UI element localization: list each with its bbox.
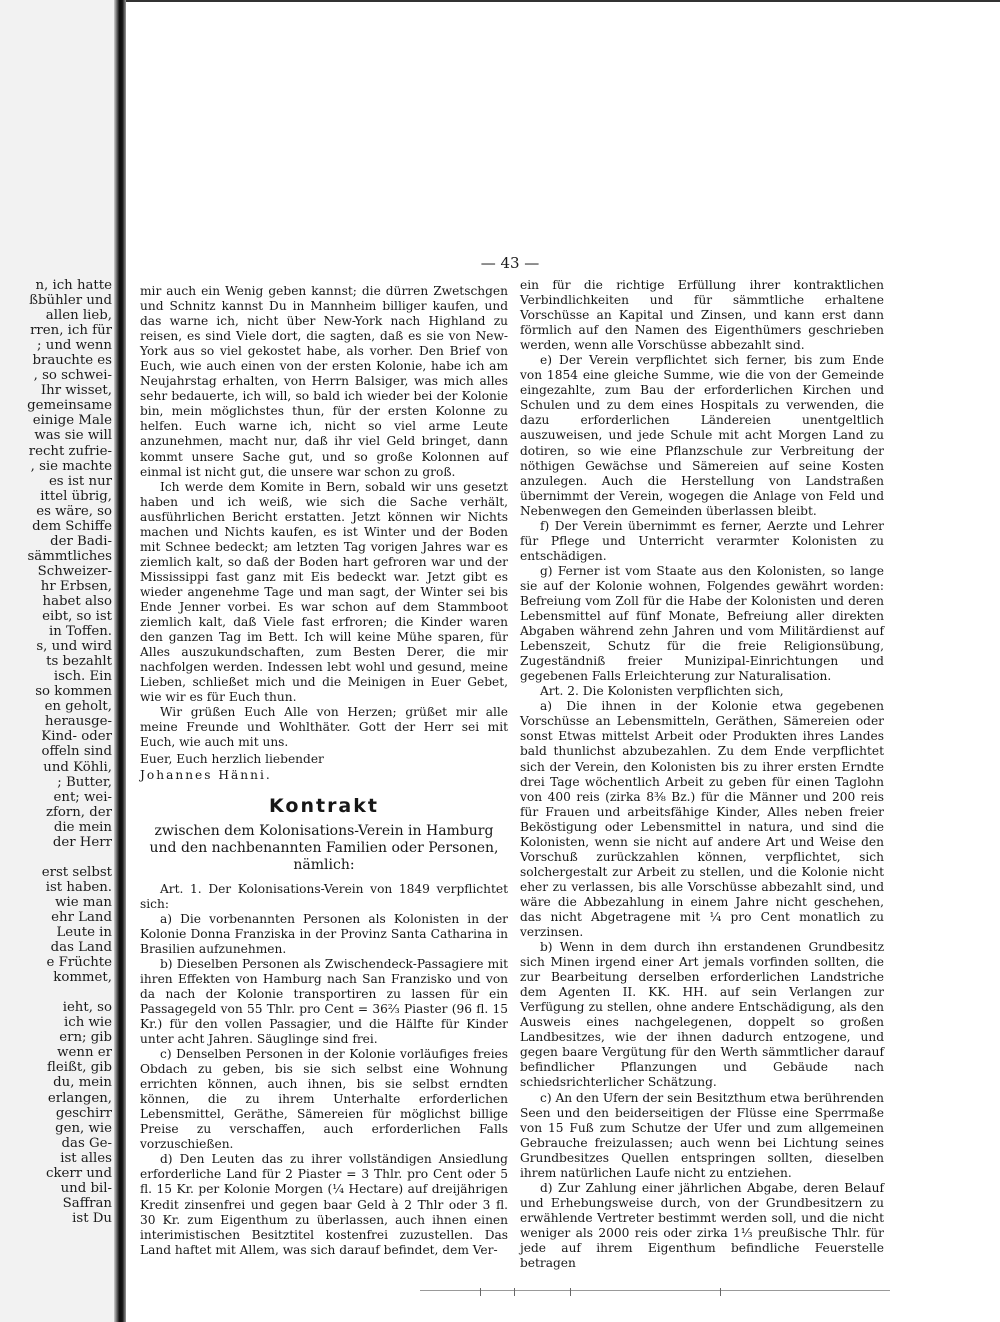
fragment-line: allen lieb, [45, 308, 112, 324]
letter-closing: Euer, Euch herzlich liebender [140, 752, 324, 767]
fragment-line: du, mein [53, 1075, 112, 1091]
fragment-line: ittel übrig, [40, 488, 112, 504]
fragment-line: fleißt, gib [47, 1060, 112, 1076]
fragment-line: ich wie [64, 1015, 112, 1031]
fragment-line: gen, wie [55, 1120, 112, 1136]
contract-clause: a) Die ihnen in der Kolonie etwa gegebenen Vorschüsse an Lebensmitteln, Geräthen, Sämereien oder sonst Etwas mittelst Arbeit oder Produkten ihres Landes bald thunlichst abzubezahlen. Zu dem Ende verpflichtet sich der Verein, den Kolonisten bis zu ihrer ersten Erndte drei Tage wöchentlich Arbeit zu geben für einen Taglohn von 400 reis (zirka 8⅜ Bz.) für die Männer und 200 reis für Frauen und arbeitsfähige Kinder, Alles neben freier Beköstigung oder Lebensmittel in natura, und sind die Kolonisten, wenn sie nicht auf andere Art und Weise den Vorschuß zurückzahlen können, verpflichtet, sich solchergestalt zur Arbeit zu stellen, und die Kolonie nicht eher zu verlassen, bis alle Vorschüsse abbezahlt sind, und wäre die Abbezahlung in einem Jahre nicht geschehen, das nicht Abgetragene mit ¼ pro Cent monatlich zu verzinsen. [520, 699, 884, 940]
fragment-line: isch. Ein [53, 669, 112, 685]
letter-signature: Johannes Hänni. [140, 767, 272, 782]
fragment-line: erst selbst [41, 864, 112, 880]
fragment-line: es wäre, so [36, 503, 112, 519]
fragment-line: herausge- [45, 714, 112, 730]
fragment-line: ehr Land [51, 909, 112, 925]
fragment-line: erlangen, [47, 1090, 112, 1106]
fragment-line: ts bezahlt [46, 654, 112, 670]
fragment-line: rren, ich für [30, 323, 112, 339]
fragment-line: das Ge- [61, 1135, 112, 1151]
fragment-line: offeln sind [41, 744, 112, 760]
scan-mark [514, 1288, 515, 1296]
fragment-line: hr Erbsen, [40, 578, 112, 594]
contract-clause: b) Wenn in dem durch ihn erstandenen Grundbesitz sich Minen irgend einer Art jemals vorfinden sollten, die zur Bearbeitung derselben erforderlichen Landstriche dem Agenten II. KK. HH. auf sein Verlangen zur Verfügung zu stellen, ohne andere Entschädigung, als den Ausweis eines nachgelegenen, doppelt so großen Landbesitzes, wie der ihnen dadurch entzogene, und gegen baare Vergütung für den Werth sämmtlicher darauf befindlicher Pflanzungen und Gebäude nach schiedsrichterlicher Schätzung. [520, 940, 884, 1090]
fragment-line: in Toffen. [49, 624, 112, 640]
left-column [140, 284, 508, 1258]
contract-clause: f) Der Verein übernimmt es ferner, Aerzte und Lehrer für Pflege und Unterricht verarmter Kolonisten zu entschädigen. [520, 518, 884, 563]
contract-clause: e) Der Verein verpflichtet sich ferner, bis zum Ende von 1854 eine gleiche Summe, wie die von der Gemeinde eingezahlte, zum Bau der erforderlichen Kirchen und Schulen und zu dem eines Hospitals zu verwenden, die dazu erforderlichen Ländereien unentgeltlich auszuweisen, und jede Schule mit acht Morgen Land zu dotiren, so wie eine Pflanzschule zur Verbreitung der nöthigen Gewächse und Sämereien auf seine Kosten anzulegen. Auch die Herstellung von Landstraßen übernimmt der Verein, wogegen die Anlage von Feld und Nebenwegen den Gemeinden überlassen bleibt. [520, 353, 884, 518]
fragment-line [0, 850, 112, 865]
fragment-line: Schweizer- [37, 563, 112, 579]
section-heading: Kontrakt [269, 794, 379, 817]
contract-clause: c) An den Ufern der sein Besitzthum etwa berührenden Seen und den beiderseitigen der Flüsse eine Sperrmaße von 15 Fuß zum Schutze der Ufer und zum allgemeinen Gebrauche freizulassen; auch wenn bei Lichtung seines Grundbesitzes Quellen entspringen sollten, dieselben ihrem natürlichen Laufe nicht zu entziehen. [520, 1090, 884, 1180]
fragment-line: und bil- [60, 1180, 112, 1196]
page-number: — 43 — [480, 254, 540, 272]
page-bottom-scan-marks [420, 1290, 890, 1317]
fragment-line: Kind- oder [41, 729, 112, 745]
scan-mark [570, 1288, 571, 1296]
article-heading: Art. 1. Der Kolonisations-Verein von 1849 verpflichtet sich: [140, 881, 508, 911]
fragment-line: gemeinsame [27, 398, 112, 414]
contract-clause: b) Dieselben Personen als Zwischendeck-Passagiere mit ihren Effekten von Hamburg nach San Franzisko und von da nach der Kolonie transportiren zu lassen für ein Passagegeld von 55 Thlr. pro Cent = 36⅔ Piaster (96 fl. 15 Kr.) für den vollen Passagier, und die Hälfte für Kinder unter acht Jahren. Säuglinge sind frei. [140, 956, 508, 1047]
scan-mark [720, 1288, 721, 1296]
scan-mark [480, 1288, 481, 1296]
fragment-line: der Herr [52, 834, 112, 850]
fragment-line: ern; gib [59, 1030, 112, 1046]
contract-clause: d) Den Leuten das zu ihrer vollständigen Ansiedlung erforderliche Land für 2 Piaster = 3 Thlr. pro Cent oder 5 fl. 15 Kr. per Kolonie Morgen (¼ Hectare) auf dreijährigen Kredit zinsenfrei und gegen baar Geld à 2 Thlr oder 3 fl. 30 Kr. zum Eigenthum zu überlassen, auch ihnen einen interimistischen Besitztitel kostenfrei zuzustellen. Das Land haftet mit Allem, was sich darauf befindet, dem Ver- [140, 1152, 508, 1257]
fragment-line [0, 985, 112, 1000]
fragment-line: s, und wird [36, 639, 112, 655]
fragment-line: was sie will [34, 428, 112, 444]
contract-clause: d) Zur Zahlung einer jährlichen Abgabe, deren Belauf und Erhebungsweise durch, von der Grundbesitzern zu erwählende Vertreter bestimmt werden soll, und die nicht weniger als 2000 reis oder zirka 1⅓ preußische Thlr. für jede auf ihrem Eigenthum befindliche Feuerstelle betragen [520, 1180, 884, 1271]
fragment-line: Leute in [56, 925, 112, 941]
fragment-line: ist haben. [45, 879, 112, 895]
right-column [520, 278, 884, 1271]
fragment-line: ist alles [60, 1150, 112, 1166]
contract-clause: a) Die vorbenannten Personen als Kolonisten in der Kolonie Donna Franziska in der Provinz Santa Catharina in Brasilien aufzunehmen. [140, 911, 508, 956]
fragment-line: brauchte es [32, 353, 112, 369]
fragment-line: und Köhli, [43, 759, 112, 775]
section-subheading: zwischen dem Kolonisations-Verein in Hamburg und den nachbenannten Familien oder Personen, nämlich: [149, 822, 499, 873]
fragment-line: e Früchte [46, 955, 112, 971]
page-top-edge [0, 0, 1000, 2]
contract-clause: g) Ferner ist vom Staate aus den Kolonisten, so lange sie auf der Kolonie wohnen, Folgendes gewährt worden: Befreiung vom Zoll für die Habe der Kolonisten und deren Lebensmittel auf fünf Monate, Befreiung aller direkten Abgaben während zehn Jahren und vom Militärdienst auf Lebenszeit, Schutz für die freie Religionsübung, Zugeständniß freier Munizipal-Einrichtungen und gegebenen Falls Erleichterung zur Naturalisation. [520, 563, 884, 684]
fragment-line: , so schwei- [33, 368, 112, 384]
letter-paragraph: Wir grüßen Euch Alle von Herzen; grüßet mir alle meine Freunde und Wohlthäter. Gott der Herr sei mit Euch, wie auch mit uns. [140, 705, 508, 750]
fragment-line: kommet, [53, 970, 112, 986]
fragment-line: Saffran [62, 1195, 112, 1211]
contract-clause: c) Denselben Personen in der Kolonie vorläufiges freies Obdach zu geben, bis sie sich selbst eine Wohnung errichten können, auch ihnen, bis sie selbst erndten können, die zu ihrem Unterhalte erforderlichen Lebensmittel, Geräthe, Sämereien für möglichst billige Preise zu verschaffen, auch erforderlichen Falls vorzuschießen. [140, 1047, 508, 1152]
fragment-line: geschirr [55, 1105, 112, 1121]
fragment-line: wie man [55, 894, 112, 910]
fragment-line: es ist nur [48, 473, 112, 489]
fragment-line: dem Schiffe [32, 518, 112, 534]
fragment-line: ieht, so [62, 1000, 112, 1016]
article-heading: Art. 2. Die Kolonisten verpflichten sich, [540, 684, 784, 699]
fragment-line: eibt, so ist [42, 609, 112, 625]
fragment-line: ent; wei- [53, 789, 112, 805]
fragment-line: , sie machte [30, 458, 112, 474]
adjacent-page-text-fragment [0, 278, 112, 1226]
fragment-line: zforn, der [45, 804, 112, 820]
fragment-line: ßbühler und [29, 293, 112, 309]
fragment-line: das Land [50, 940, 112, 956]
fragment-line: ; und wenn [37, 338, 112, 354]
fragment-line: die mein [53, 819, 112, 835]
contract-clause: ein für die richtige Erfüllung ihrer kontraktlichen Verbindlichkeiten und für sämmtliche erhaltene Vorschüsse an Kapital und Zinsen, und kann erst dann förmlich auf den Namen des Eigenthümers geschrieben werden, wenn alle Vorschüsse abbezahlt sind. [520, 278, 884, 353]
fragment-line: so kommen [35, 684, 112, 700]
fragment-line: n, ich hatte [35, 278, 112, 293]
fragment-line: sämmtliches [27, 548, 112, 564]
fragment-line: habet also [42, 593, 112, 609]
fragment-line: ; Butter, [57, 774, 112, 790]
fragment-line: wenn er [57, 1045, 112, 1061]
fragment-line: recht zufrie- [28, 443, 112, 459]
letter-paragraph: Ich werde dem Komite in Bern, sobald wir uns gesetzt haben und ich weiß, wie sich die Sache verhält, ausführlichen Bericht erstatten. Jetzt können wir Nichts machen und Nichts kaufen, es ist Winter und der Boden mit Schnee bedeckt; am letzten Tag vorigen Jahres war es ziemlich kalt, so daß der Boden hart gefroren war und der Mississippi fast ganz mit Eis bedeckt war. Jetzt gibt es wieder angenehme Tage und man sagt, der Winter sei bis Ende Jenner vorbei. Es war schon auf dem Stammboot ziemlich kalt, daß Viele fast erfroren; die Kinder waren den ganzen Tag im Bett. Ich will keine Mühe sparen, für Alles auszukundschaften, zum Besten Derer, die mir nachfolgen werden. Indessen lebt wohl und gesund, meine Lieben, schließet mich und die Meinigen in Euer Gebet, wie wir es für Euch thun. [140, 479, 508, 705]
fragment-line: ist Du [72, 1210, 112, 1226]
letter-paragraph: mir auch ein Wenig geben kannst; die dürren Zwetschgen und Schnitz kannst Du in Mannheim billiger kaufen, und das warne ich, nicht über New-York nach Highland zu reisen, es sind Viele dort, die sagten, daß es sie von New-York aus so viel gekostet habe, als vorher. Den Brief von Euch, wie auch einen von der ersten Kolonie, habe ich am Neujahrstag erhalten, von Herrn Balsiger, was mich alles sehr bedauerte, ich will, so bald ich wieder bei der Kolonie bin, mein möglichstes thun, für der ersten Kolonne zu helfen. Euch warne ich, nicht so viel arme Leute anzunehmen, macht nur, daß ihr viel Geld bringet, dann kommt unsere Sache gut, und so große Kolonnen auf einmal ist nicht gut, die unsere war schon zu groß. [140, 284, 508, 479]
fragment-line: Ihr wisset, [40, 383, 112, 399]
fragment-line: einige Male [32, 413, 112, 429]
fragment-line: der Badi- [50, 533, 112, 549]
fragment-line: en geholt, [44, 699, 112, 715]
fragment-line: ckerr und [46, 1165, 112, 1181]
adjacent-page-strip [0, 0, 124, 1322]
book-gutter-fold [114, 0, 126, 1322]
